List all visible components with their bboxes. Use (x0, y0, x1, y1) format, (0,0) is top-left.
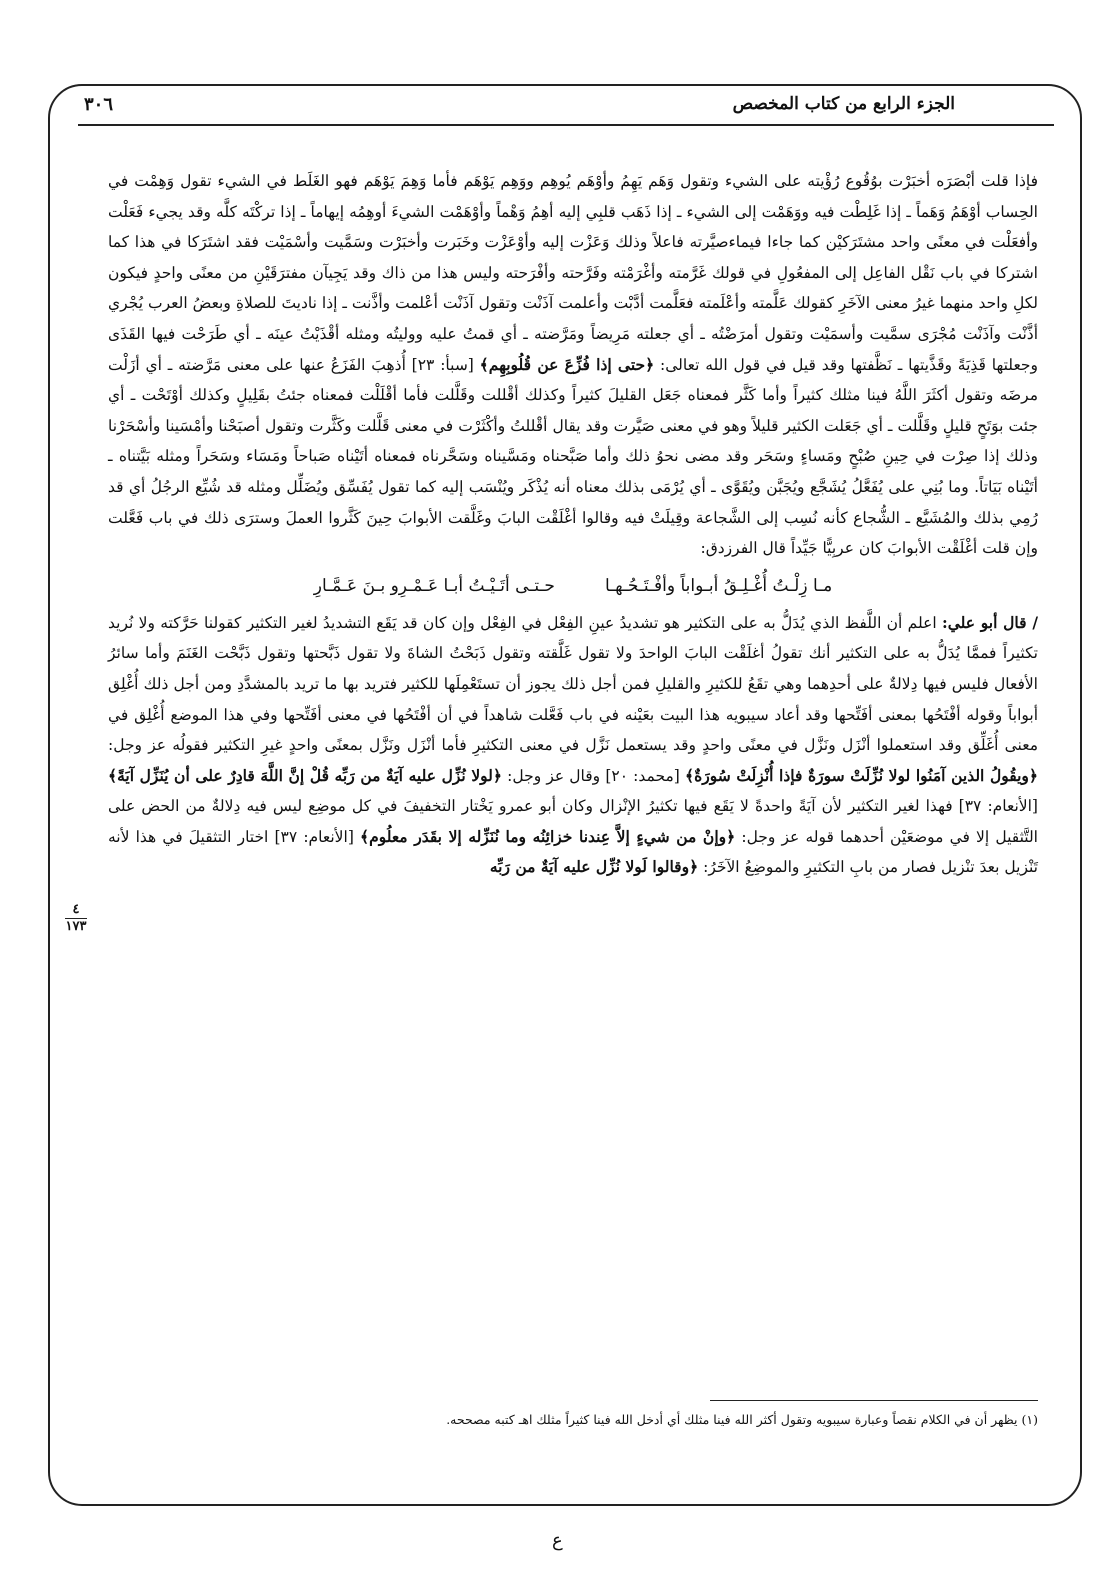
paragraph-1 (108, 166, 1038, 564)
header-rule (78, 124, 1054, 126)
paragraph-2 (108, 608, 1038, 883)
paragraph-2-text: اعلم أن اللَّفظ الذي يُدَلُّ به على التكثير هو تشديدُ عينِ الفِعْل في الفِعْل وإن كان قد يَقَع التشديدُ لغير التكثير كقولنا حَرَّكته ولا نُريد تكثيراً فممَّا يُدَلُّ به على التكثير أنك تقولُ أغلَقْت البابَ الواحدَ ولا تقول غَلَّقته وتقول ذَبَحْتُ الشاةَ ولا تقول ذَبَّحتها وتقول ذَبَّحْت الغَنَمَ وأما سائرُ الأفعال فليس فيها دِلالةٌ على أحدِهما وهي تقَعُ للكثيرِ والقليلِ فمن أجل ذلك يجوز أن تستَعْمِلَها للكثير فتريد بها ما تريد بالمشدَّدِ ومن أجل ذلك أُغْلِق أبواباً وقوله أفْتَحُها بمعنى أفَتِّحها وقد أعاد سيبويه هذا البيت بعَيْنه في باب فَعَّلت شاهداً في أن أفْتَحُها في معنى أفَتِّحها وفي هذا الموضع أُغْلِق في معنى أُغَلِّق وقد استعملوا أنْزَل ونَزَّل في معنًى واحدٍ وقد يستعمل نَزَّل في معنى التكثيرِ فأما أنْزَل ونَزَّل بمعنًى واحدٍ غيرِ التكثير فقولُه عز وجل: (108, 613, 1038, 755)
quran-quote-3: ﴿لولا نُزِّل عليه آيَةٌ من رَبِّه قُلْ إنَّ اللَّهَ قادِرٌ على أن يُنَزِّل آيَةً﴾ (108, 765, 502, 785)
running-title: الجزء الرابع من كتاب المخصص (732, 94, 955, 114)
verse-second-hemistich: حـتـى أتَـيْـتُ أبـا عَـمْـرِو بـنَ عَـمَّـارِ (313, 575, 555, 596)
paragraph-2-ref-2: [الأنعام: ٣٧] فهذا لغير التكثير لأن آيَةً واحدةً لا يَقَع فيها تكثيرُ الإنْزال وكان أبو عمرو يَخْتار التخفيفَ في كل موضِع ليس فيه دِلالةٌ من الحض على التَّثقيل إلا في موضعَيْن أحدهما قوله عز وجل: (108, 797, 1038, 846)
quran-quote-1: ﴿حتى إذا فُزِّعَ عن قُلُوبِهِم﴾ (479, 354, 655, 374)
margin-page-number: ١٧٣ (65, 919, 87, 934)
margin-volume-number: ٤ (72, 902, 80, 917)
page-number: ٣٠٦ (84, 94, 114, 115)
bottom-mark: ع (552, 1530, 563, 1551)
quran-quote-2: ﴿ويقُولُ الذين آمَنُوا لولا نُزِّلَتْ سورَةٌ فإذا أُنْزِلَتْ سُورَةٌ﴾ (685, 765, 1038, 785)
paragraph-2-ref-1: [محمد: ٢٠] وقال عز وجل: (507, 766, 680, 785)
quran-quote-5: ﴿وقالوا لَولا نُزِّل عليه آيَةٌ من رَبِّه (489, 857, 699, 877)
footnote-rule (710, 1400, 1038, 1401)
poetry-verse (108, 568, 1038, 604)
margin-page-reference (62, 903, 90, 934)
paragraph-1-text: فإذا قلت أبْصَرَه أخبَرْت بوُقُوع رُؤْيته على الشيء وتقول وَهَم يَهِمُ وأوْهَم يُوهِم ووَهِم يَوْهَم فأما وَهِمَ يَوْهَم فهو الغَلَط في الشيء تقول وَهِمْت في الحِساب أوْهَمُ وَهَماً ـ إذا غَلِطْت فيه ووَهَمْت إلى الشيء ـ إذا ذَهَب قلبِي إليه أهِمُ وَهْماً وأوْهَمْت الشيءَ أوهِمُه إيهاماً ـ إذا تركْتَه كلَّه وقد يجيء فَعَلْت وأفعَلْت في معنًى واحد مشتَرَكيْن كما جاءا فيماءصيَّرته فاعلاً وذلك وَعَزْت إليه وأوْعَزْت وخَبَرت وأخبَرْت وسَمَّيت وأسْمَيْت فقد اشتَرَكا في هذا كما اشتركا في باب نَقْل الفاعِل إلى المفعُولِ في قولك غَرَّمته وأغْرَمْته وفَرَّحته وأفْرَحته وليس هذا من ذاك وقد يَجِيآن مفترَقَيْنِ من معنًى واحدٍ فيكون لكلِ واحد منهما غيرُ معنى الآخَرِ كقولك عَلَّمته وأعْلَمته فعَلَّمت أدَّبْت وأعلمت آذَنْت وتقول آذَنْت أعْلمت وأذَّنت ـ إذا ناديتَ للصلاةِ وبعضُ العرب يُجْري أذَّنْت وآذَنْت مُجْرَى سمَّيت وأسمَيْت وتقول أمرَضْتُه ـ أي جعلته مَرِيضاً ومَرَّضته ـ أي قمتُ عليه ووليتُه ومثله أقْذَيْتُ عينَه ـ أي طَرَحْت فيها القَذَى وجعلتها قَذِيَةً وقَذَّيتها ـ نَظَّفتها وقد قيل في قول الله تعالى: (108, 172, 1038, 374)
quran-quote-4: ﴿وإنْ من شيءٍ إلاَّ عِندنا خزائِنُه وما نُنَزِّله إلا بقَدَر معلُوم﴾ (360, 826, 736, 846)
main-text (108, 166, 1038, 883)
footnote: (١) يظهر أن في الكلام نقصاً وعبارة سيبويه وتقول أكثر الله فينا مثلك أي أدخل الله فينا كثيراً مثلك اهـ كتبه مصححه. (446, 1412, 1038, 1427)
paragraph-2-ref-3: [الأنعام: ٣٧] اختار التثقيلَ في هذا لأنه تَنْزيل بعدَ تنْزيل فصار من بابِ التكثيرِ والموضِعُ الآخَرُ: (108, 827, 1038, 877)
speaker-lead: / قال أبو علي: (941, 612, 1038, 632)
verse-first-hemistich: مـا زِلْـتُ أُغْـلِـقُ أبـواباً وأفْـتَـحُـهـا (604, 575, 833, 596)
paragraph-1-continued: [سبأ: ٢٣] أُذهِبَ الفَزَعُ عنها على معنى مَرَّضته ـ أي أزَلْت مرضَه وتقول أكثَرَ اللَّهُ فينا مثلك كثيراً وأما كَثَّر فمعناه جَعَل القليلَ كثيراً وكذلك أقْللت وقَلَّلت فأما أقْلَلْت فمعناه جئتُ بقَلِيلٍ وكذلك أوْتَحْت ـ أي جئت بوَتَحٍ قليلٍ وقَلَّلت ـ أي جَعَلت الكثير قليلاً وهو في معنى صَيَّرت وقد يقال أقْللتُ وأكْثَرْت في معنى قَلَّلت وكَثَّرت وتقول أصبَحْنا وأمْسَينا وأسْحَرْنا وذلك إذا صِرْت في حِينِ صُبْحٍ ومَساءٍ وسَحَر وقد مضى نحوُ ذلك وأما صَبَّحناه ومَسَّيناه وسَحَّرناه فمعناه أتَيْناه صَباحاً ومَسَاء وسَحَراً ومثله بَيَّتناه ـ أتَيْناه بَيَاتاً. وما بُنِي على يُفَعَّلُ يُشَجَّع ويُجَبَّن ويُقَوَّى ـ أي يُرْمَى بذلك معناه أنه يُذْكَر ويُنْسَب إليه كما تقول يُفَسِّق ويُضَلِّل ومثله قد شُيِّع الرجُلُ أي قد رُمِي بذلك والمُشَيَّع ـ الشُّجاع كأنه نُسِب إلى الشَّجاعة وقِيلَتْ فيه وقالوا أغْلَقْت البابَ وغَلَّقت الأبوابَ حِينَ كَثَّروا العملَ وسترَى ذلك في باب فَعَّلت وإن قلت أغْلَقْت الأبوابَ كان عربِيًّا جَيِّداً قال الفرزدق: (108, 355, 1038, 558)
